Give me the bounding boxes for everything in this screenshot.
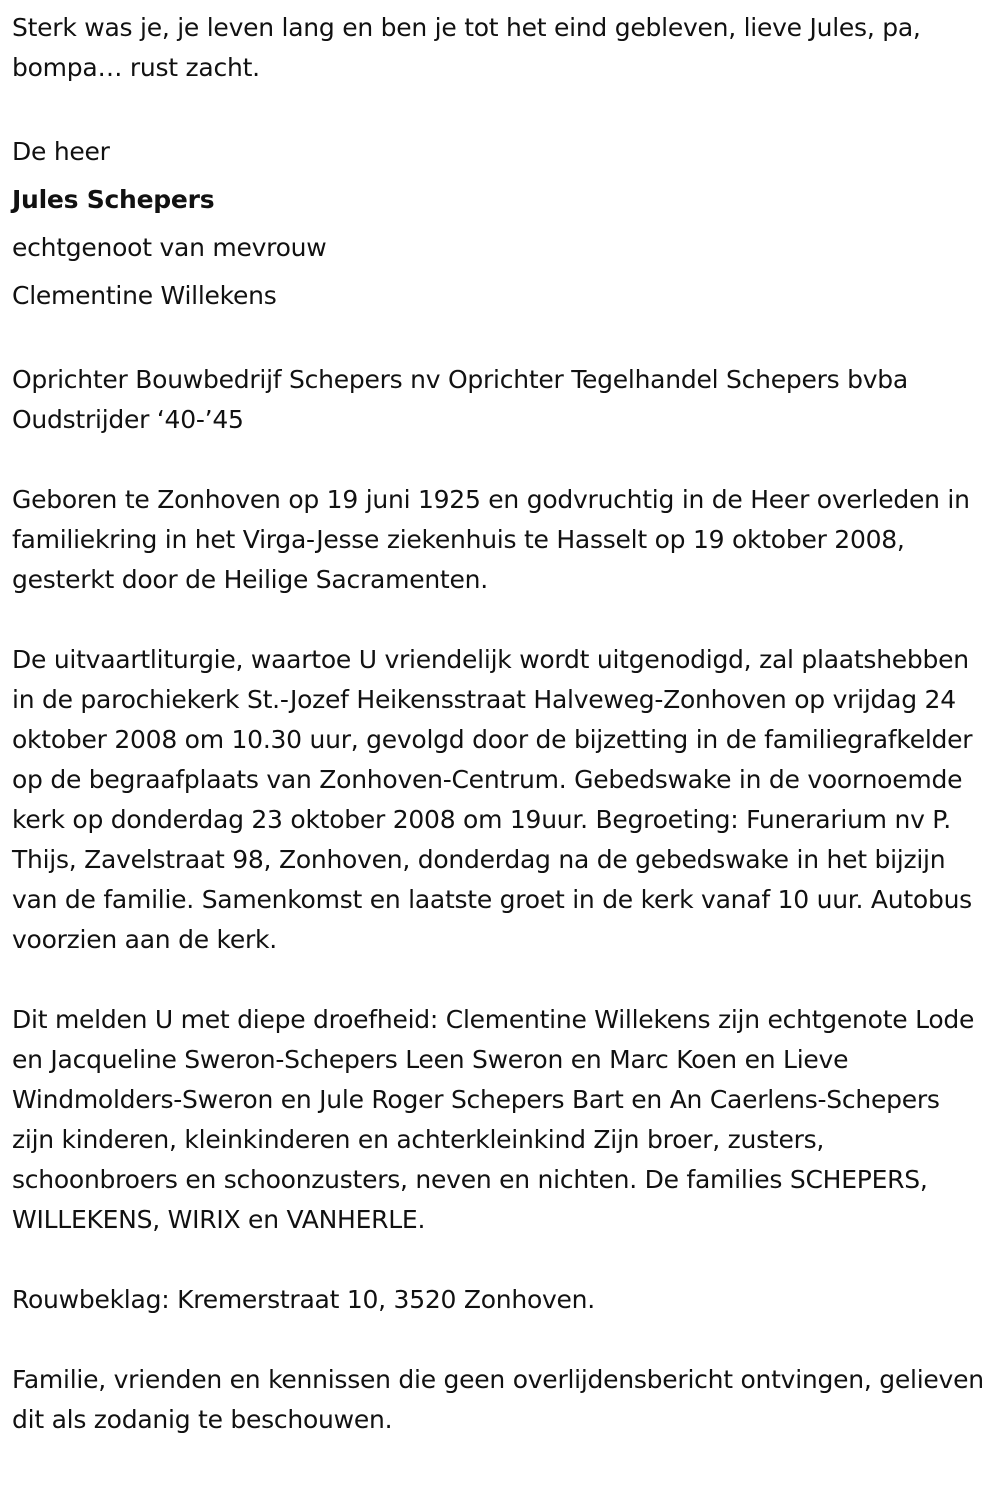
spacer [12, 600, 988, 640]
spacer [12, 320, 988, 360]
roles-text: Oprichter Bouwbedrijf Schepers nv Oprichter Tegelhandel Schepers bvba Oudstrijder ‘40-’45 [12, 365, 908, 434]
spouse-label: echtgenoot van mevrouw [12, 233, 327, 262]
family-text: Dit melden U met diepe droefheid: Clementine Willekens zijn echtgenote Lode en Jacqueline Sweron-Schepers Leen Sweron en Marc Koen en Lieve Windmolders-Sweron en Jule Roger Schepers Bart en An Caerlens-Schepers zijn kinderen, kleinkinderen en achterkleinkind Zijn broer, zusters, schoonbroers en schoonzusters, neven en nichten. De families SCHEPERS, WILLEKENS, WIRIX en VANHERLE. [12, 1005, 975, 1234]
deceased-name: Jules Schepers [12, 185, 215, 214]
funeral-text: De uitvaartliturgie, waartoe U vriendelijk wordt uitgenodigd, zal plaatshebben in de parochiekerk St.-Jozef Heikensstraat Halveweg-Zonhoven op vrijdag 24 oktober 2008 om 10.30 uur, gevolgd door de bijzetting in de familiegrafkelder op de begraafplaats van Zonhoven-Centrum. Gebedswake in de voornoemde kerk op donderdag 23 oktober 2008 om 19uur. Begroeting: Funerarium nv P. Thijs, Zavelstraat 98, Zonhoven, donderdag na de gebedswake in het bijzijn van de familie. Samenkomst en laatste groet in de kerk vanaf 10 uur. Autobus voorzien aan de kerk. [12, 645, 973, 954]
honorific: De heer [12, 137, 110, 166]
birth-death-text: Geboren te Zonhoven op 19 juni 1925 en godvruchtig in de Heer overleden in familiekring in het Virga-Jesse ziekenhuis te Hasselt op 19 oktober 2008, gesterkt door de Heilige Sacramenten. [12, 485, 970, 594]
spacer [12, 88, 988, 128]
spacer [12, 1320, 988, 1360]
closing-text: Familie, vrienden en kennissen die geen overlijdensbericht ontvingen, gelieven dit als zodanig te beschouwen. [12, 1365, 984, 1434]
spacer [12, 960, 988, 1000]
spouse-name: Clementine Willekens [12, 281, 277, 310]
spacer [12, 1240, 988, 1280]
condolences-text: Rouwbeklag: Kremerstraat 10, 3520 Zonhoven. [12, 1285, 595, 1314]
intro-text: Sterk was je, je leven lang en ben je tot het eind gebleven, lieve Jules, pa, bompa… rust zacht. [12, 13, 921, 82]
spacer [12, 440, 988, 480]
